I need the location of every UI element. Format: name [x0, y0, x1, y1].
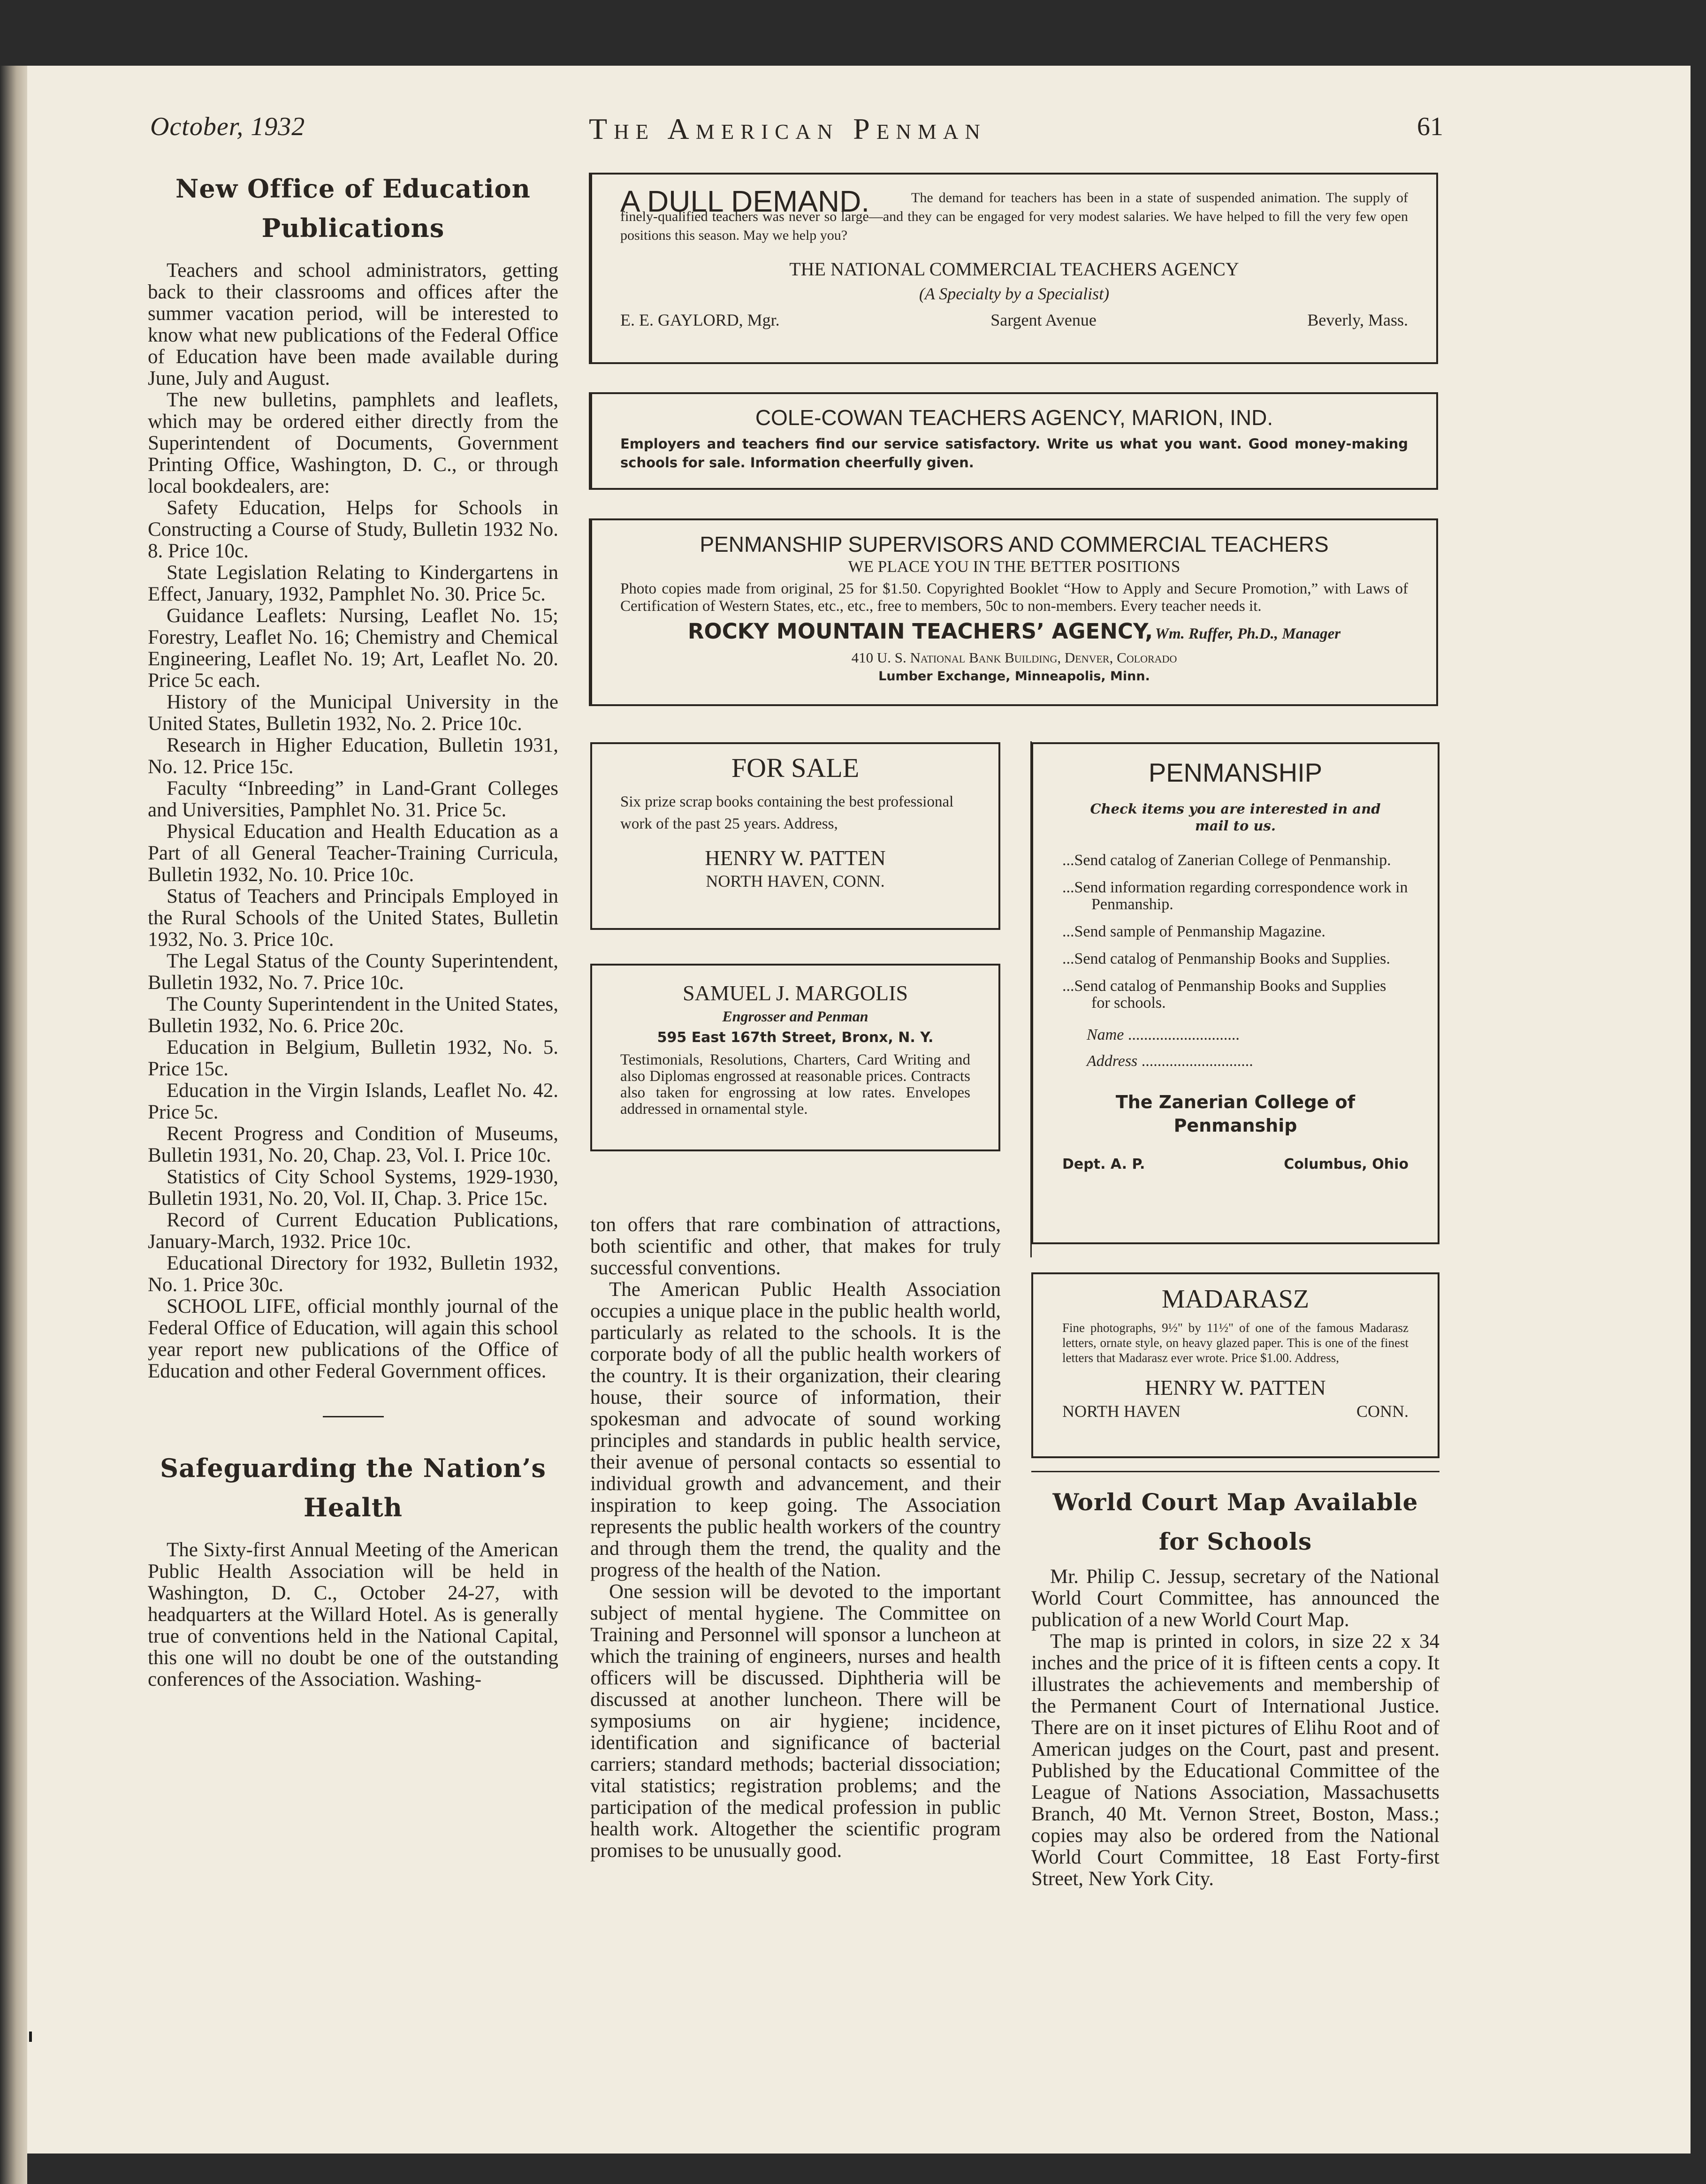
section-divider — [323, 1416, 384, 1417]
header-page-number: 61 — [1417, 112, 1443, 141]
list-item: Education in Belgium, Bulletin 1932, No. 5. Price 15c. — [148, 1036, 558, 1080]
address-field[interactable]: Address ............................ — [1087, 1052, 1253, 1070]
education-intro: Teachers and school administrators, getting back to their classrooms and offices after the summer vacation period, will be interested to know what new publications of the Federal Office of Education have been made available during June, July and August. — [148, 259, 558, 389]
ad-instruction: Check items you are interested in and mail to us. — [1090, 801, 1381, 834]
ad-manager: E. E. GAYLORD, Mgr. — [620, 311, 780, 329]
ad-state: CONN. — [1356, 1402, 1409, 1421]
ad-dept: Dept. A. P. — [1062, 1156, 1145, 1172]
ad-national-commercial-teachers — [589, 173, 1438, 364]
list-item: Statistics of City School Systems, 1929-1930, Bulletin 1931, No. 20, Vol. II, Chap. 3. Price 15c. — [148, 1166, 558, 1210]
list-item: Educational Directory for 1932, Bulletin 1932, No. 1. Price 30c. — [148, 1252, 558, 1296]
checklist-item[interactable]: ...Send information regarding correspondence work in Penmanship. — [1062, 879, 1408, 913]
ad-agency-name: ROCKY MOUNTAIN TEACHERS’ AGENCY, — [687, 619, 1153, 644]
ad-penmanship-coupon — [1031, 742, 1439, 1244]
ad-footer — [1062, 1401, 1409, 1422]
list-item: Education in the Virgin Islands, Leaflet No. 42. Price 5c. — [148, 1080, 558, 1123]
list-item: State Legislation Relating to Kindergartens in Effect, January, 1932, Pamphlet No. 30. Price 5c. — [148, 562, 558, 605]
list-item: Recent Progress and Condition of Museums, Bulletin 1931, No. 20, Chap. 23, Vol. I. Price 10c. — [148, 1123, 558, 1166]
list-item: Research in Higher Education, Bulletin 1931, No. 12. Price 15c. — [148, 734, 558, 778]
header-date: October, 1932 — [150, 112, 305, 141]
header-title: The American Penman — [589, 112, 987, 145]
ad-city: Beverly, Mass. — [1307, 311, 1408, 329]
list-item: The County Superintendent in the United States, Bulletin 1932, No. 6. Price 20c. — [148, 993, 558, 1037]
checklist-item[interactable]: ...Send sample of Penmanship Magazine. — [1062, 923, 1325, 940]
ad-address: 410 U. S. National Bank Building, Denver, Colorado — [851, 649, 1177, 666]
column-right-text — [1031, 1483, 1439, 1890]
education-para2: The new bulletins, pamphlets and leaflets, which may be ordered either directly from the Superintendent of Documents, Government Printing Office, Washington, D. C., or through local bookdealers, are: — [148, 389, 558, 497]
ad-rocky-mountain — [589, 518, 1438, 706]
ad-location: NORTH HAVEN, CONN. — [706, 872, 885, 890]
list-item: The Legal Status of the County Superintendent, Bulletin 1932, No. 7. Price 10c. — [148, 950, 558, 994]
checklist — [1062, 852, 1409, 1012]
list-item: Status of Teachers and Principals Employed in the Rural Schools of the United States, Bulletin 1932, No. 3. Price 10c. — [148, 885, 558, 951]
ad-margolis — [590, 964, 1000, 1151]
health-para1-continued: ton offers that rare combination of attractions, both scientific and other, that makes for truly successful conventions. — [590, 1214, 1001, 1279]
ad-headline: PENMANSHIP SUPERVISORS AND COMMERCIAL TEACHERS — [700, 532, 1329, 556]
ad-branch: Lumber Exchange, Minneapolis, Minn. — [878, 669, 1150, 684]
list-item: Guidance Leaflets: Nursing, Leaflet No. 15; Forestry, Leaflet No. 16; Chemistry and Chemical Engineering, Leaflet No. 19; Art, Leaflet No. 20. Price 5c each. — [148, 605, 558, 692]
ad-agency-name: THE NATIONAL COMMERCIAL TEACHERS AGENCY — [789, 259, 1239, 280]
ad-name: HENRY W. PATTEN — [705, 846, 886, 870]
column-middle-text — [590, 1214, 1001, 1862]
ad-tagline: (A Specialty by a Specialist) — [919, 284, 1110, 303]
ad-town: NORTH HAVEN — [1062, 1402, 1181, 1421]
article-heading-health: Safeguarding the Nation’s Health — [160, 1453, 546, 1522]
checklist-item[interactable]: ...Send catalog of Penmanship Books and Supplies. — [1062, 950, 1390, 967]
ad-madarasz — [1031, 1272, 1439, 1458]
world-court-para2: The map is printed in colors, in size 22 x 34 inches and the price of it is fifteen cents a copy. It illustrates the achievements and membership of the Permanent Court of International Justice. There are on it inset pictures of Elihu Root and of American judges on the Court, past and present. Published by the Educational Committee of the League of Nations Association, Massachusetts Branch, 40 Mt. Vernon Street, Boston, Mass.; copies may also be ordered from the National World Court Committee, 18 East Forty-first Street, New York City. — [1031, 1630, 1439, 1890]
section-divider — [1031, 1471, 1439, 1472]
name-field[interactable]: Name ............................ — [1087, 1026, 1240, 1043]
ad-body: Photo copies made from original, 25 for $1.50. Copyrighted Booklet “How to Apply and Secure Promotion,” with Laws of Certification of Western States, etc., etc., free to members, 50c to non-members. Every teacher needs it. — [620, 580, 1408, 615]
ad-agency-line — [620, 620, 1408, 648]
ad-name: HENRY W. PATTEN — [1145, 1376, 1326, 1400]
page-mark — [29, 2032, 32, 2042]
ad-cole-cowan — [589, 392, 1438, 490]
ad-footer — [620, 310, 1408, 330]
education-closing: SCHOOL LIFE, official monthly journal of the Federal Office of Education, will again this school year report new publications of the Office of Education and other Federal Government offices. — [148, 1295, 558, 1382]
world-court-para1: Mr. Philip C. Jessup, secretary of the National World Court Committee, has announced the publication of a new World Court Map. — [1031, 1566, 1439, 1631]
article-heading-world-court: World Court Map Available for Schools — [1052, 1488, 1418, 1555]
list-item: Physical Education and Health Education as a Part of all General Teacher-Training Curricula, Bulletin 1932, No. 10. Price 10c. — [148, 821, 558, 886]
article-heading-education: New Office of Education Publications — [175, 174, 531, 243]
ad-body: The demand for teachers has been in a state of suspended animation. The supply of finely-qualified teachers was never so large—and they can be engaged for very modest salaries. We have helped to fill the very few open positions this season. May we help you? — [620, 190, 1408, 243]
column-left — [148, 169, 558, 1690]
list-item: Safety Education, Helps for Schools in Constructing a Course of Study, Bulletin 1932 No. 8. Price 10c. — [148, 497, 558, 562]
ad-headline: MADARASZ — [1161, 1285, 1310, 1314]
health-para3: One session will be devoted to the important subject of mental hygiene. The Committee on Training and Personnel will sponsor a luncheon at which the training of engineers, nurses and health officers will be discussed. Diphtheria will be discussed at another luncheon. There will be symposiums on air hygiene; incidence, identification and significance of bacterial carriers; standard methods; bacterial dissociation; vital statistics; registration problems; and the participation of the medical profession in public health work. Altogether the scientific program promises to be unusually good. — [590, 1581, 1001, 1862]
ad-address: 595 East 167th Street, Bronx, N. Y. — [657, 1029, 934, 1046]
ad-manager: Wm. Ruffer, Ph.D., Manager — [1155, 625, 1341, 642]
list-item: History of the Municipal University in the United States, Bulletin 1932, No. 2. Price 10c. — [148, 691, 558, 735]
ad-street: Sargent Avenue — [990, 311, 1097, 329]
list-item: Faculty “Inbreeding” in Land-Grant Colleges and Universities, Pamphlet No. 31. Price 5c. — [148, 777, 558, 821]
ad-city: Columbus, Ohio — [1284, 1156, 1409, 1172]
book-spine-shadow — [0, 66, 27, 2184]
ad-subhead: WE PLACE YOU IN THE BETTER POSITIONS — [848, 557, 1180, 576]
ad-headline: A DULL DEMAND. — [620, 184, 870, 218]
ad-body: Six prize scrap books containing the best professional work of the past 25 years. Address, — [620, 793, 954, 832]
ad-body: Employers and teachers find our service satisfactory. Write us what you want. Good money-making schools for sale. Information cheerfully given. — [620, 436, 1408, 471]
ad-headline: COLE-COWAN TEACHERS AGENCY, MARION, IND. — [755, 405, 1273, 430]
ad-footer — [1062, 1156, 1409, 1172]
ad-title: Engrosser and Penman — [722, 1008, 868, 1025]
health-para1-part1: The Sixty-first Annual Meeting of the American Public Health Association will be held in Washington, D. C., October 24-27, with headquarters at the Willard Hotel. As is generally true of conventions held in the National Capital, this one will no doubt be one of the outstanding conferences of the Association. Washing- — [148, 1539, 558, 1690]
college-name: The Zanerian College of Penmanship — [1115, 1092, 1356, 1136]
ad-name: SAMUEL J. MARGOLIS — [682, 981, 908, 1005]
ad-body: Fine photographs, 9½" by 11½" of one of the famous Madarasz letters, ornate style, on heavy glazed paper. This is one of the finest letters that Madarasz ever wrote. Price $1.00. Address, — [1062, 1321, 1409, 1365]
health-para2: The American Public Health Association occupies a unique place in the public health world, particularly as related to the schools. It is the corporate body of all the public health workers of the country. It is their organization, their clearing house, their source of information, their spokesman and advocate of sound working principles and standards in public health service, their avenue of personal contacts so essential to individual growth and advancement, and their inspiration to keep going. The Association represents the public health workers of the country and through them the trend, the quality and the progress of the health of the Nation. — [590, 1278, 1001, 1581]
ad-headline: FOR SALE — [731, 753, 860, 783]
ad-body: Testimonials, Resolutions, Charters, Card Writing and also Diplomas engrossed at reasonable prices. Contracts also taken for engrossing at low rates. Envelopes addressed in ornamental style. — [620, 1051, 970, 1118]
checklist-item[interactable]: ...Send catalog of Zanerian College of Penmanship. — [1062, 852, 1391, 869]
publication-list — [148, 497, 558, 1296]
checklist-item[interactable]: ...Send catalog of Penmanship Books and Supplies for schools. — [1062, 977, 1386, 1012]
ad-headline: PENMANSHIP — [1148, 758, 1323, 787]
ad-for-sale — [590, 742, 1000, 930]
list-item: Record of Current Education Publications, January-March, 1932. Price 10c. — [148, 1209, 558, 1253]
